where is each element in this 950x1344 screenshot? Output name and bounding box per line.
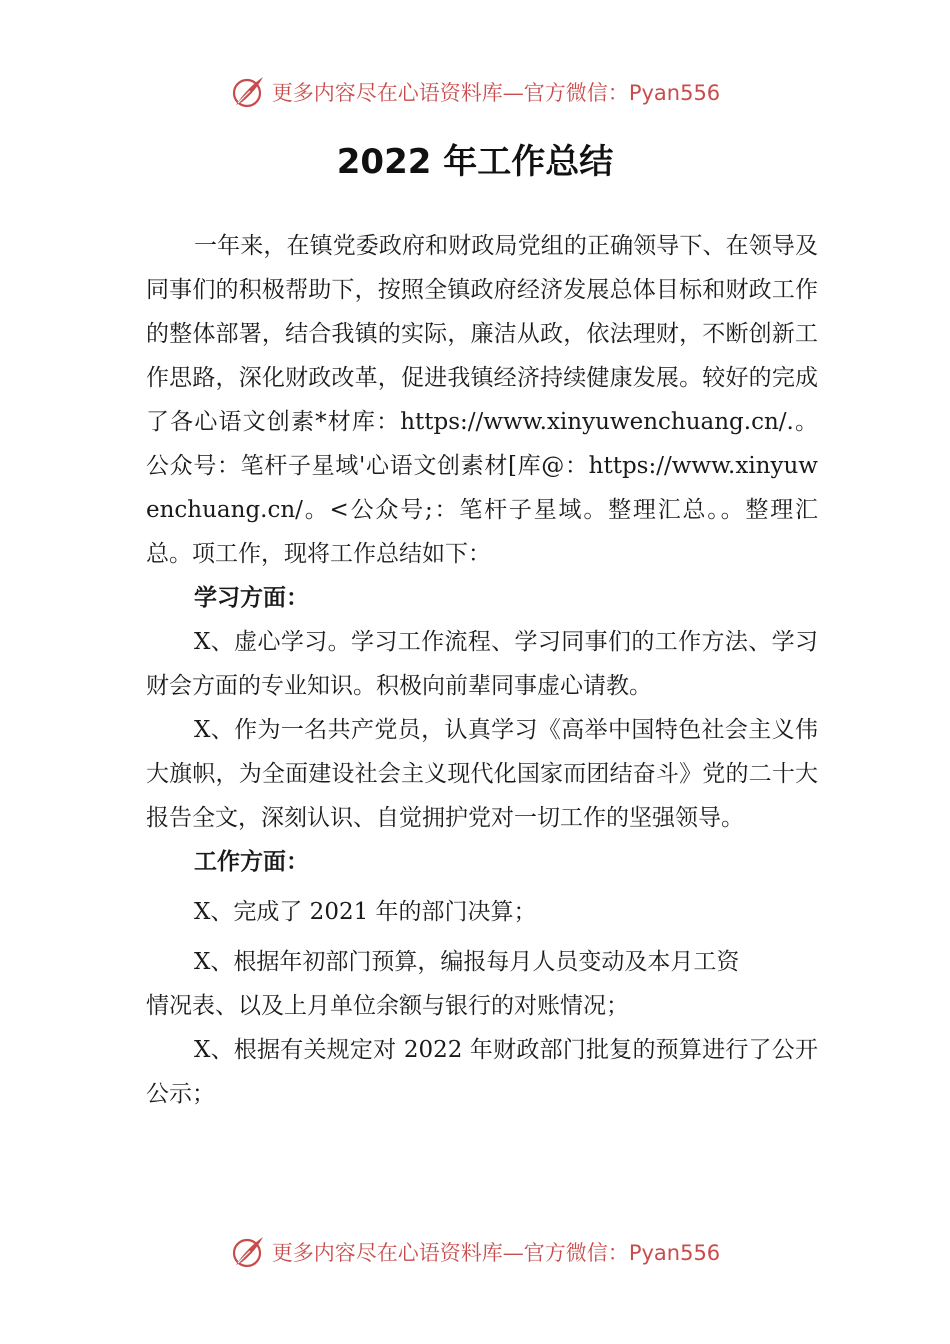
- section-heading-work: 工作方面：: [194, 849, 309, 875]
- banner-text-main: 更多内容尽在心语资料库—官方微信：: [271, 81, 629, 105]
- banner-wechat-id: Pyan556: [628, 81, 721, 105]
- footer-watermark-banner: [0, 1232, 950, 1272]
- intro-paragraph: 一年来，在镇党委政府和财政局党组的正确领导下、在领导及同事们的积极帮助下，按照全镇政府经济发展总体目标和财政工作的整体部署，结合我镇的实际，廉洁从政，依法理财，不断创新工作思路，深化财政改革，促进我镇经济持续健康发展。较好的完成了各心语文创素*材库：https://www.xinyuwenchuang.cn/.。公众号：笔杆子星域'心语文创素材[库@：https://www.xinyuwenchuang.cn/。<公众号;：笔杆子星域。整理汇总。。整理汇总。项工作，现将工作总结如下：: [146, 233, 818, 567]
- quill-logo-icon: [230, 1234, 266, 1270]
- work-item-1: X、完成了 2021 年的部门决算；: [194, 899, 537, 925]
- quill-logo-icon: [230, 74, 266, 110]
- banner-text: [272, 77, 720, 107]
- work-item-2-line-2: 情况表、以及上月单位余额与银行的对账情况；: [146, 993, 629, 1019]
- banner-text-main: 更多内容尽在心语资料库—官方微信：: [271, 1241, 629, 1265]
- document-body: [146, 224, 818, 1116]
- study-item-1: X、虚心学习。学习工作流程、学习同事们的工作方法、学习财会方面的专业知识。积极向前辈同事虚心请教。: [146, 629, 818, 699]
- banner-text: [272, 1237, 720, 1267]
- header-watermark-banner: [0, 72, 950, 112]
- work-item-2-line-1: X、根据年初部门预算，编报每月人员变动及本月工资: [194, 949, 740, 975]
- work-item-3: X、根据有关规定对 2022 年财政部门批复的预算进行了公开公示；: [146, 1037, 818, 1107]
- section-heading-study: 学习方面：: [194, 585, 309, 611]
- page-title: 2022 年工作总结: [336, 142, 614, 182]
- study-item-2: X、作为一名共产党员，认真学习《高举中国特色社会主义伟大旗帜，为全面建设社会主义现代化国家而团结奋斗》党的二十大报告全文，深刻认识、自觉拥护党对一切工作的坚强领导。: [146, 717, 818, 831]
- banner-wechat-id: Pyan556: [628, 1241, 721, 1265]
